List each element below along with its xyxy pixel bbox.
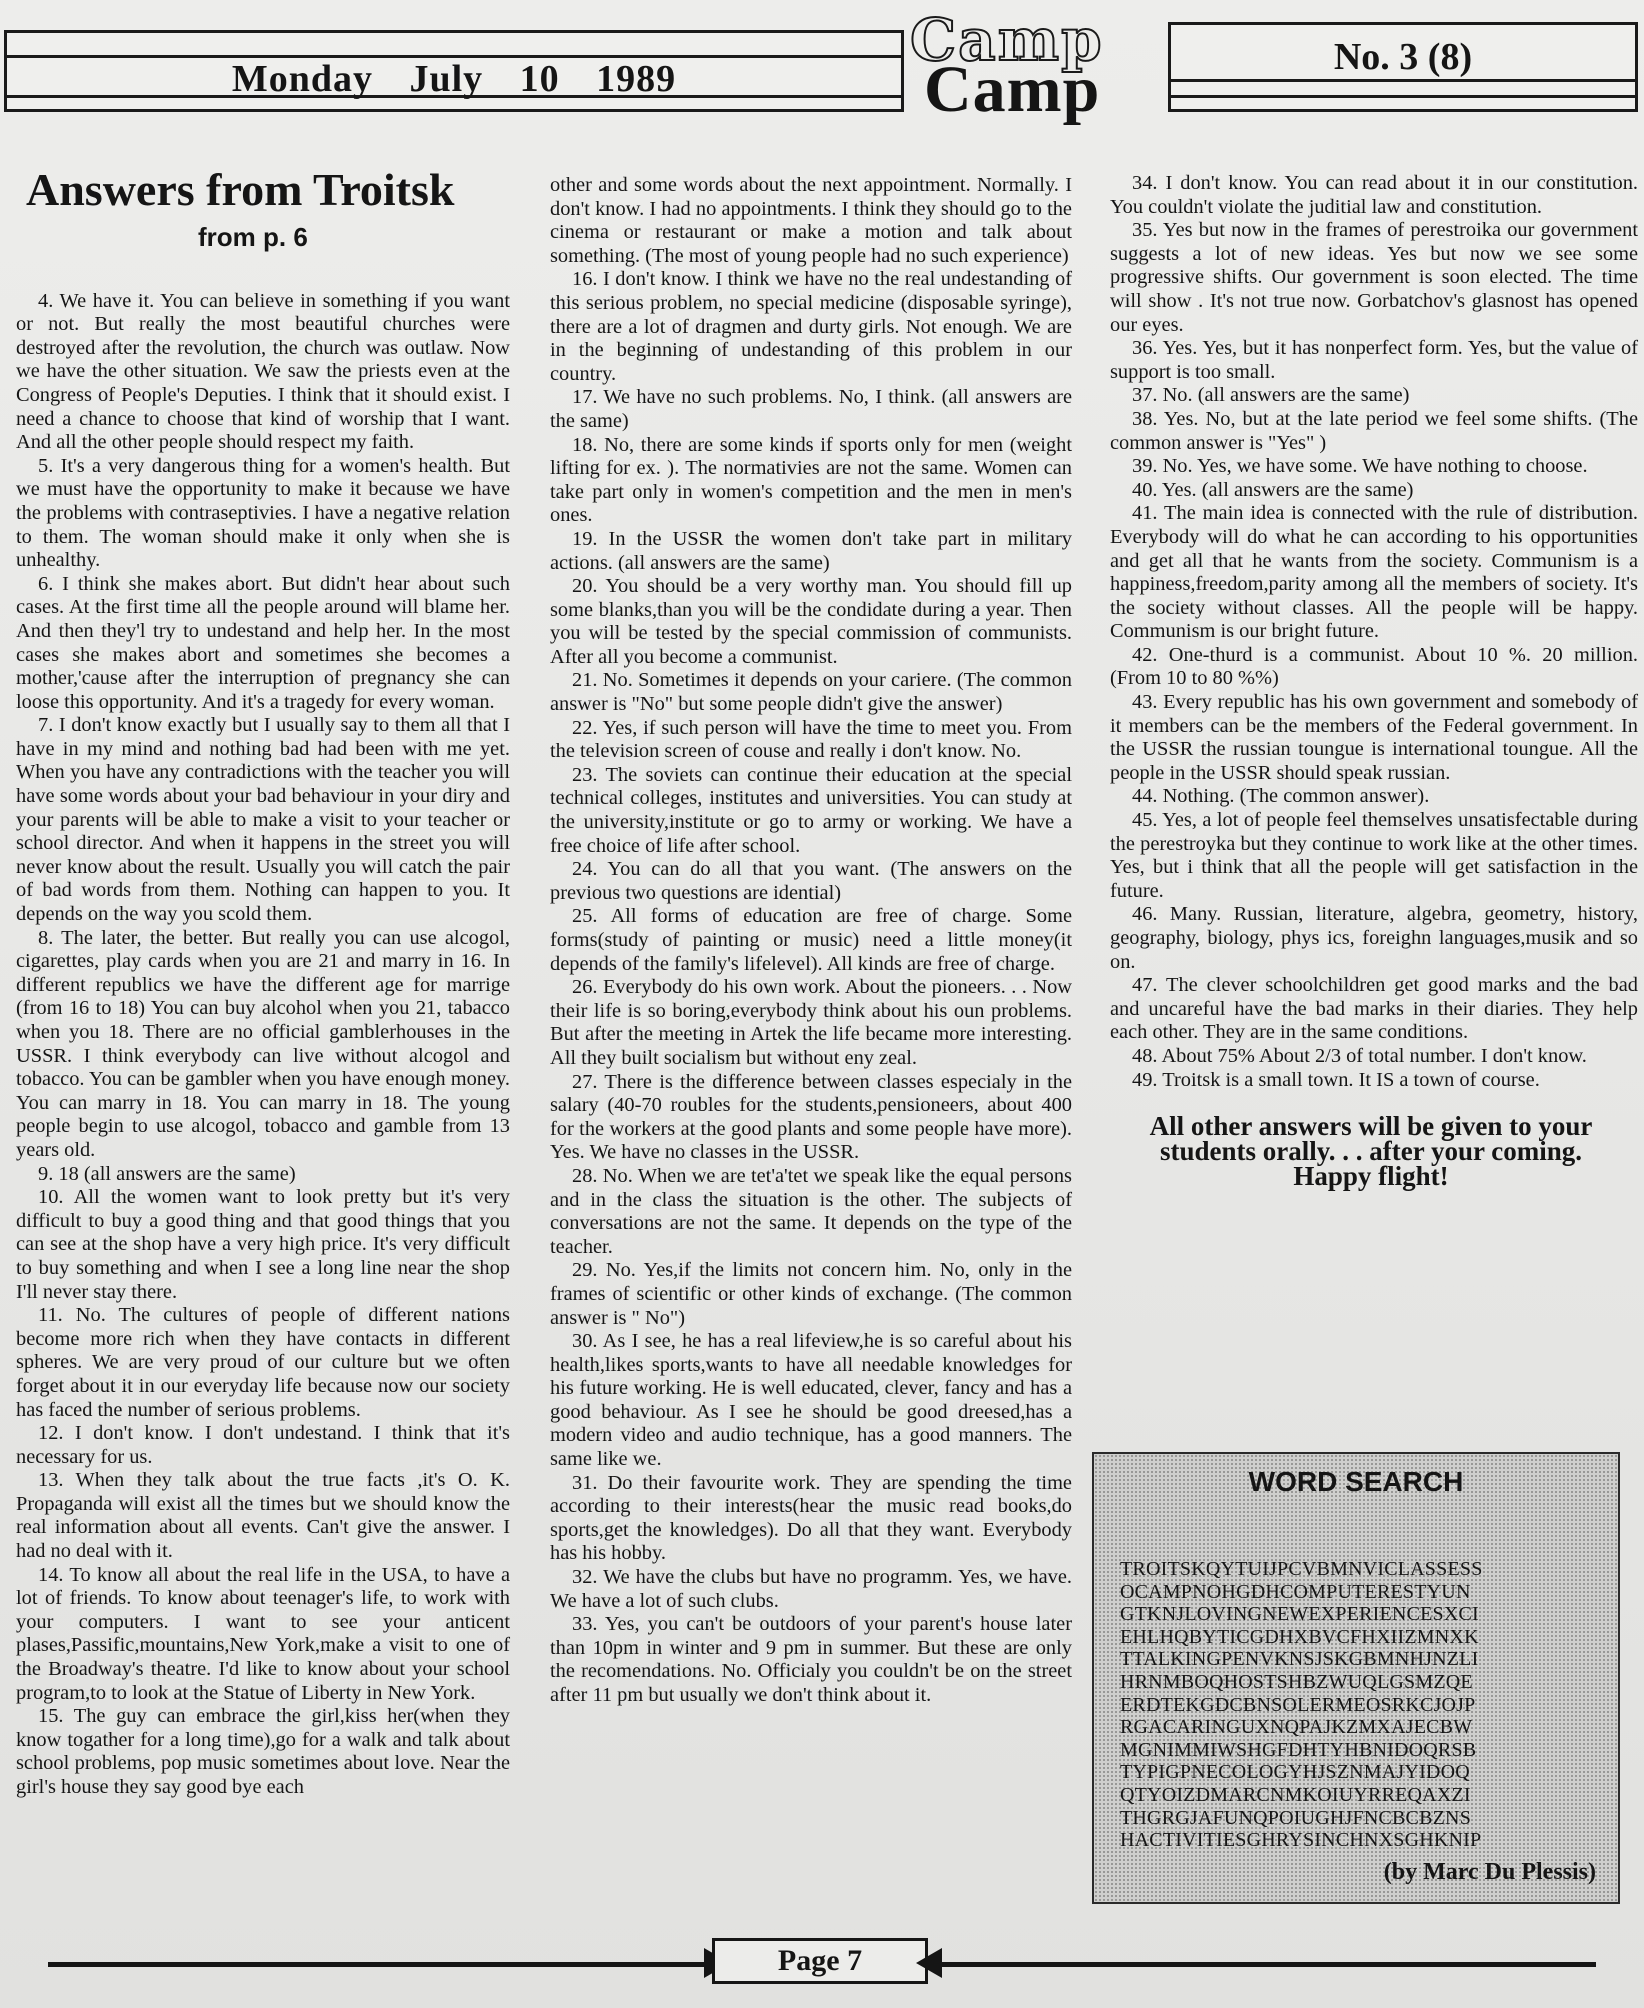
answer-paragraph: 34. I don't know. You can read about it in our constitution. You couldn't violate the juditial law and constitution. — [1110, 172, 1638, 218]
word-search-row: HACTIVITIESGHRYSINCHNXSGHKNIP — [1120, 1829, 1482, 1852]
answer-paragraph: 43. Every republic has his own government and somebody of it members can be the members of the Federal government. In the USSR the russian toungue is international toungue. All the people in the USSR should speak russian. — [1110, 691, 1638, 784]
answer-paragraph: 24. You can do all that you want. (The answers on the previous two questions are idential) — [550, 858, 1072, 904]
answer-paragraph: 15. The guy can embrace the girl,kiss her(when they know togather for a long time),go for a walk and talk about school problems, pop music sometimes about love. Near the girl's house they say good bye each — [16, 1705, 510, 1798]
answer-paragraph: other and some words about the next appointment. Normally. I don't know. I had no appointments. I think they should go to the cinema or restaurant or make a motion and talk about something. (The most of young people had no such experience) — [550, 174, 1072, 267]
answer-paragraph: 8. The later, the better. But really you can use alcogol, cigarettes, play cards when you are 21 and marry in 16. In different republics we have the different age for marrige (from 16 to 18) You can buy alcohol when you 21, tabacco when you 18. There are no official gamblerhouses in the USSR. I think everybody can live without alcogol and tobacco. You can be gambler when you have enough money. You can marry in 18. You can marry in 18. The young people begin to use alcogol, tobacco and gamble from 13 years old. — [16, 926, 510, 1161]
camp-logo — [910, 6, 1165, 126]
page-number: Page 7 — [712, 1938, 928, 1984]
answer-paragraph: 41. The main idea is connected with the rule of distribution. Everybody will do what he can according to his opportunities and get all that he wants from the society. Communism is a happiness,freedom,parity among all the members of society. It's the society without classes. All the people will be happy. Communism is our bright future. — [1110, 502, 1638, 643]
word-search-byline: (by Marc Du Plessis) — [1383, 1859, 1596, 1885]
answer-paragraph: 39. No. Yes, we have some. We have nothing to choose. — [1132, 455, 1588, 478]
answer-paragraph: 29. No. Yes,if the limits not concern him. No, only in the frames of scientific or other kinds of exchange. (The common answer is " No") — [550, 1259, 1072, 1329]
answer-paragraph: 22. Yes, if such person will have the time to meet you. From the television screen of couse and really i don't know. No. — [550, 716, 1072, 763]
word-search-row: EHLHQBYTICGDHXBVCFHXIIZMNXK — [1120, 1625, 1479, 1648]
answer-paragraph: 12. I don't know. I don't undestand. I think that it's necessary for us. — [16, 1422, 510, 1468]
word-search-row: TYPIGPNECOLOGYHJSZNMAJYIDOQ — [1120, 1761, 1470, 1784]
word-search-row: HRNMBOQHOSTSHBZWUQLGSMZQE — [1120, 1670, 1473, 1693]
answer-paragraph: 7. I don't know exactly but I usually say to them all that I have in my mind and nothing bad had been with me yet. When you have any contradictions with the teacher you will have some words about your bad behaviour in your diry and your parents will be able to make a visit to your teacher or school director. And when it happens in the street you will never know about the result. Usually you will catch the pair of bad words from them. Nothing can happen to you. It depends on the way you scold them. — [16, 714, 510, 926]
answer-paragraph: 25. All forms of education are free of charge. Some forms(study of painting or music) need a little money(it depends of the family's lifelevel). All kinds are free of charge. — [550, 905, 1072, 975]
answer-paragraph: 11. No. The cultures of people of different nations become more rich when they have contacts in different spheres. We are very proud of our culture but we often forget about it in our everyday life because now our society has faced the number of serious problems. — [16, 1304, 510, 1421]
article-column-1 — [16, 164, 510, 1800]
answer-paragraph: 23. The soviets can continue their education at the special technical colleges, institutes and universities. You can study at the university,institute or go to army or working. We have a free choice of life after school. — [550, 763, 1072, 857]
answer-paragraph: 6. I think she makes abort. But didn't hear about such cases. At the first time all the people around will blame her. And then they'l try to undestand and help her. In the most cases she makes abort and sometimes she becomes a mother,'cause after the interruption of pregnancy she can loose this opportunity. And it's a tragedy for every woman. — [16, 572, 510, 713]
answer-paragraph: 19. In the USSR the women don't take part in military actions. (all answers are the same) — [550, 527, 1072, 574]
answer-paragraph: 13. When they talk about the true facts ,it's O. K. Propaganda will exist all the times but we should know the real information about all events. Can't give the answer. I had no deal with it. — [16, 1469, 510, 1563]
answer-paragraph: 33. Yes, you can't be outdoors of your parent's house later than 10pm in winter and 9 pm in summer. But these are only the recomendations. No. Officialy you couldn't be on the street after 11 pm but usually we don't think about it. — [550, 1613, 1072, 1706]
answer-paragraph: 28. No. When we are tet'a'tet we speak like the equal persons and in the class the situation is the other. The subjects of conversations are not the same. It depends on the type of the teacher. — [550, 1164, 1072, 1258]
answer-paragraph: 42. One-thurd is a communist. About 10 %. 20 million. (From 10 to 80 %%) — [1110, 643, 1638, 690]
answer-paragraph: 44. Nothing. (The common answer). — [1132, 785, 1430, 808]
closing-line: Happy flight! — [1293, 1161, 1449, 1192]
word-search-row: QTYOIZDMARCNMKOIUYRREQAXZI — [1120, 1783, 1471, 1806]
answer-paragraph: 48. About 75% About 2/3 of total number. I don't know. — [1132, 1044, 1587, 1067]
answer-paragraph: 36. Yes. Yes, but it has nonperfect form. Yes, but the value of support is too small. — [1110, 337, 1638, 383]
answer-paragraph: 14. To know all about the real life in the USA, to have a lot of friends. To know about teenager's life, to work with your computers. I want to see your anticent plases,Passific,mountains,New York,make a visit to one of the Broadway's theatre. I'd like to know about your school program,to to look at the Statue of Liberty in New York. — [16, 1563, 510, 1704]
continued-from-label: from p. 6 — [198, 222, 308, 252]
answer-paragraph: 16. I don't know. I think we have no the real undestanding of this serious problem, no special medicine (disposable syringe), there are a lot of dragmen and durty girls. Not enough. We are in the beginning of undestanding of this problem in our country. — [550, 268, 1072, 385]
word-search-row: GTKNJLOVINGNEWEXPERIENCESXCI — [1120, 1603, 1479, 1626]
article-column-3 — [1110, 172, 1638, 1192]
article-column-2 — [550, 174, 1072, 1708]
footer-rule-right — [936, 1962, 1596, 1967]
issue-date: Monday July 10 1989 — [231, 58, 677, 100]
answer-paragraph: 10. All the women want to look pretty but it's very difficult to buy a good thing and that good things that you can see at the shop have a very high price. It's very difficult to buy something and when I see a long line near the shop I'll never stay there. — [16, 1186, 510, 1303]
footer-rule-left — [48, 1962, 712, 1967]
answer-paragraph: 45. Yes, a lot of people feel themselves unsatisfectable during the perestroyka but they continue to work like at the other times. Yes, but i think that all the people will get satisfaction in the future. — [1110, 809, 1638, 902]
issue-number: No. 3 (8) — [1333, 36, 1473, 78]
answer-paragraph: 49. Troitsk is a small town. It IS a town of course. — [1132, 1068, 1540, 1091]
word-search-box — [1092, 1452, 1620, 1904]
answer-paragraph: 35. Yes but now in the frames of perestroika our government suggests a lot of new ideas. Yes but now we see some progressive shifts. Our government is soon elected. The time will show . It's not true now. Gorbatchov's glasnost has opened our eyes. — [1110, 219, 1638, 336]
answer-paragraph: 32. We have the clubs but have no programm. Yes, we have. We have a lot of such clubs. — [550, 1566, 1072, 1612]
logo-outline-text: Camp — [910, 6, 1104, 74]
issue-banner — [1168, 22, 1638, 112]
closing-line: students orally. . . after your coming. — [1160, 1136, 1582, 1167]
answer-paragraph: 38. Yes. No, but at the late period we feel some shifts. (The common answer is "Yes" ) — [1110, 407, 1638, 454]
answer-paragraph: 30. As I see, he has a real lifeview,he is so careful about his health,likes sports,wants to have all needable knowledges for his future working. He is well educated, clever, fancy and has a good behaviour. As I see he should be good dreesed,has a modern video and audio technique, has a good manners. The same like we. — [550, 1330, 1072, 1471]
answer-paragraph: 9. 18 (all answers are the same) — [38, 1162, 296, 1185]
answer-paragraph: 40. Yes. (all answers are the same) — [1132, 478, 1414, 501]
answer-paragraph: 37. No. (all answers are the same) — [1132, 384, 1410, 407]
answer-paragraph: 17. We have no such problems. No, I think. (all answers are the same) — [550, 386, 1072, 432]
word-search-row: MGNIMMIWSHGFDHTYHBNIDOQRSB — [1120, 1738, 1477, 1761]
word-search-row: RGACARINGUXNQPAJKZMXAJECBW — [1120, 1716, 1473, 1739]
answer-paragraph: 27. There is the difference between classes especialy in the salary (40-70 roubles for the students,pensioneers, about 400 for the workers at the good plants and some people have more). Yes. We have no classes in the USSR. — [550, 1070, 1072, 1164]
word-search-row: THGRGJAFUNQPOIUGHJFNCBCBZNS — [1120, 1806, 1472, 1829]
answer-paragraph: 21. No. Sometimes it depends on your cariere. (The common answer is "No" but some people didn't give the answer) — [550, 669, 1072, 716]
answer-paragraph: 5. It's a very dangerous thing for a women's health. But we must have the opportunity to make it because we have the problems with contraseptivies. I have a negative relation to them. The woman should make it only when she is unhealthy. — [16, 454, 510, 572]
word-search-row: ERDTEKGDCBNSOLERMEOSRKCJOJP — [1120, 1693, 1476, 1716]
answer-paragraph: 18. No, there are some kinds if sports only for men (weight lifting for ex. ). The normativies are not the same. Women can take part only in women's competition and the men in men's ones. — [550, 433, 1072, 527]
answer-paragraph: 46. Many. Russian, literature, algebra, geometry, history, geography, biology, phys ics, foreighn languages,musik and so on. — [1110, 903, 1638, 973]
closing-note — [1110, 1111, 1632, 1192]
word-search-title: WORD SEARCH — [1248, 1466, 1464, 1497]
logo-solid-text: Camp — [924, 53, 1101, 126]
answer-paragraph: 47. The clever schoolchildren get good marks and the bad and uncareful have the bad marks in their diaries. They help each other. They are in the same conditions. — [1110, 974, 1638, 1044]
answer-paragraph: 31. Do their favourite work. They are spending the time according to their interests(hear the music read books,do sports,get the knowledges). Do all that they want. Everybody has his hobby. — [550, 1471, 1072, 1565]
answer-paragraph: 26. Everybody do his own work. About the pioneers. . . Now their life is so boring,everybody think about his oun problems. But after the meeting in Artek the life became more interesting. All they built socialism but without eny zeal. — [550, 976, 1072, 1069]
article-headline: Answers from Troitsk — [26, 164, 455, 215]
closing-line: All other answers will be given to your — [1149, 1111, 1593, 1142]
date-banner — [4, 30, 904, 112]
word-search-row: OCAMPNOHGDHCOMPUTERESTYUN — [1120, 1580, 1471, 1603]
word-search-grid — [1120, 1558, 1483, 1852]
answer-paragraph: 20. You should be a very worthy man. You should fill up some blanks,than you will be the condidate during a year. Then you will be tested by the special commission of communists. After all you become a communist. — [550, 575, 1072, 668]
word-search-row: TROITSKQYTUIJPCVBMNVICLASSESS — [1120, 1558, 1483, 1580]
word-search-row: TTALKINGPENVKNSJSKGBMNHJNZLI — [1120, 1648, 1479, 1671]
answer-paragraph: 4. We have it. You can believe in something if you want or not. But really the most beautiful churches were destroyed after the revolution, the church was outlaw. Now we have the other situation. We saw the priests even at the Congress of People's Deputies. I think that it should exist. I need a chance to choose that kind of worship that I want. And all the other people should respect my faith. — [16, 289, 510, 454]
